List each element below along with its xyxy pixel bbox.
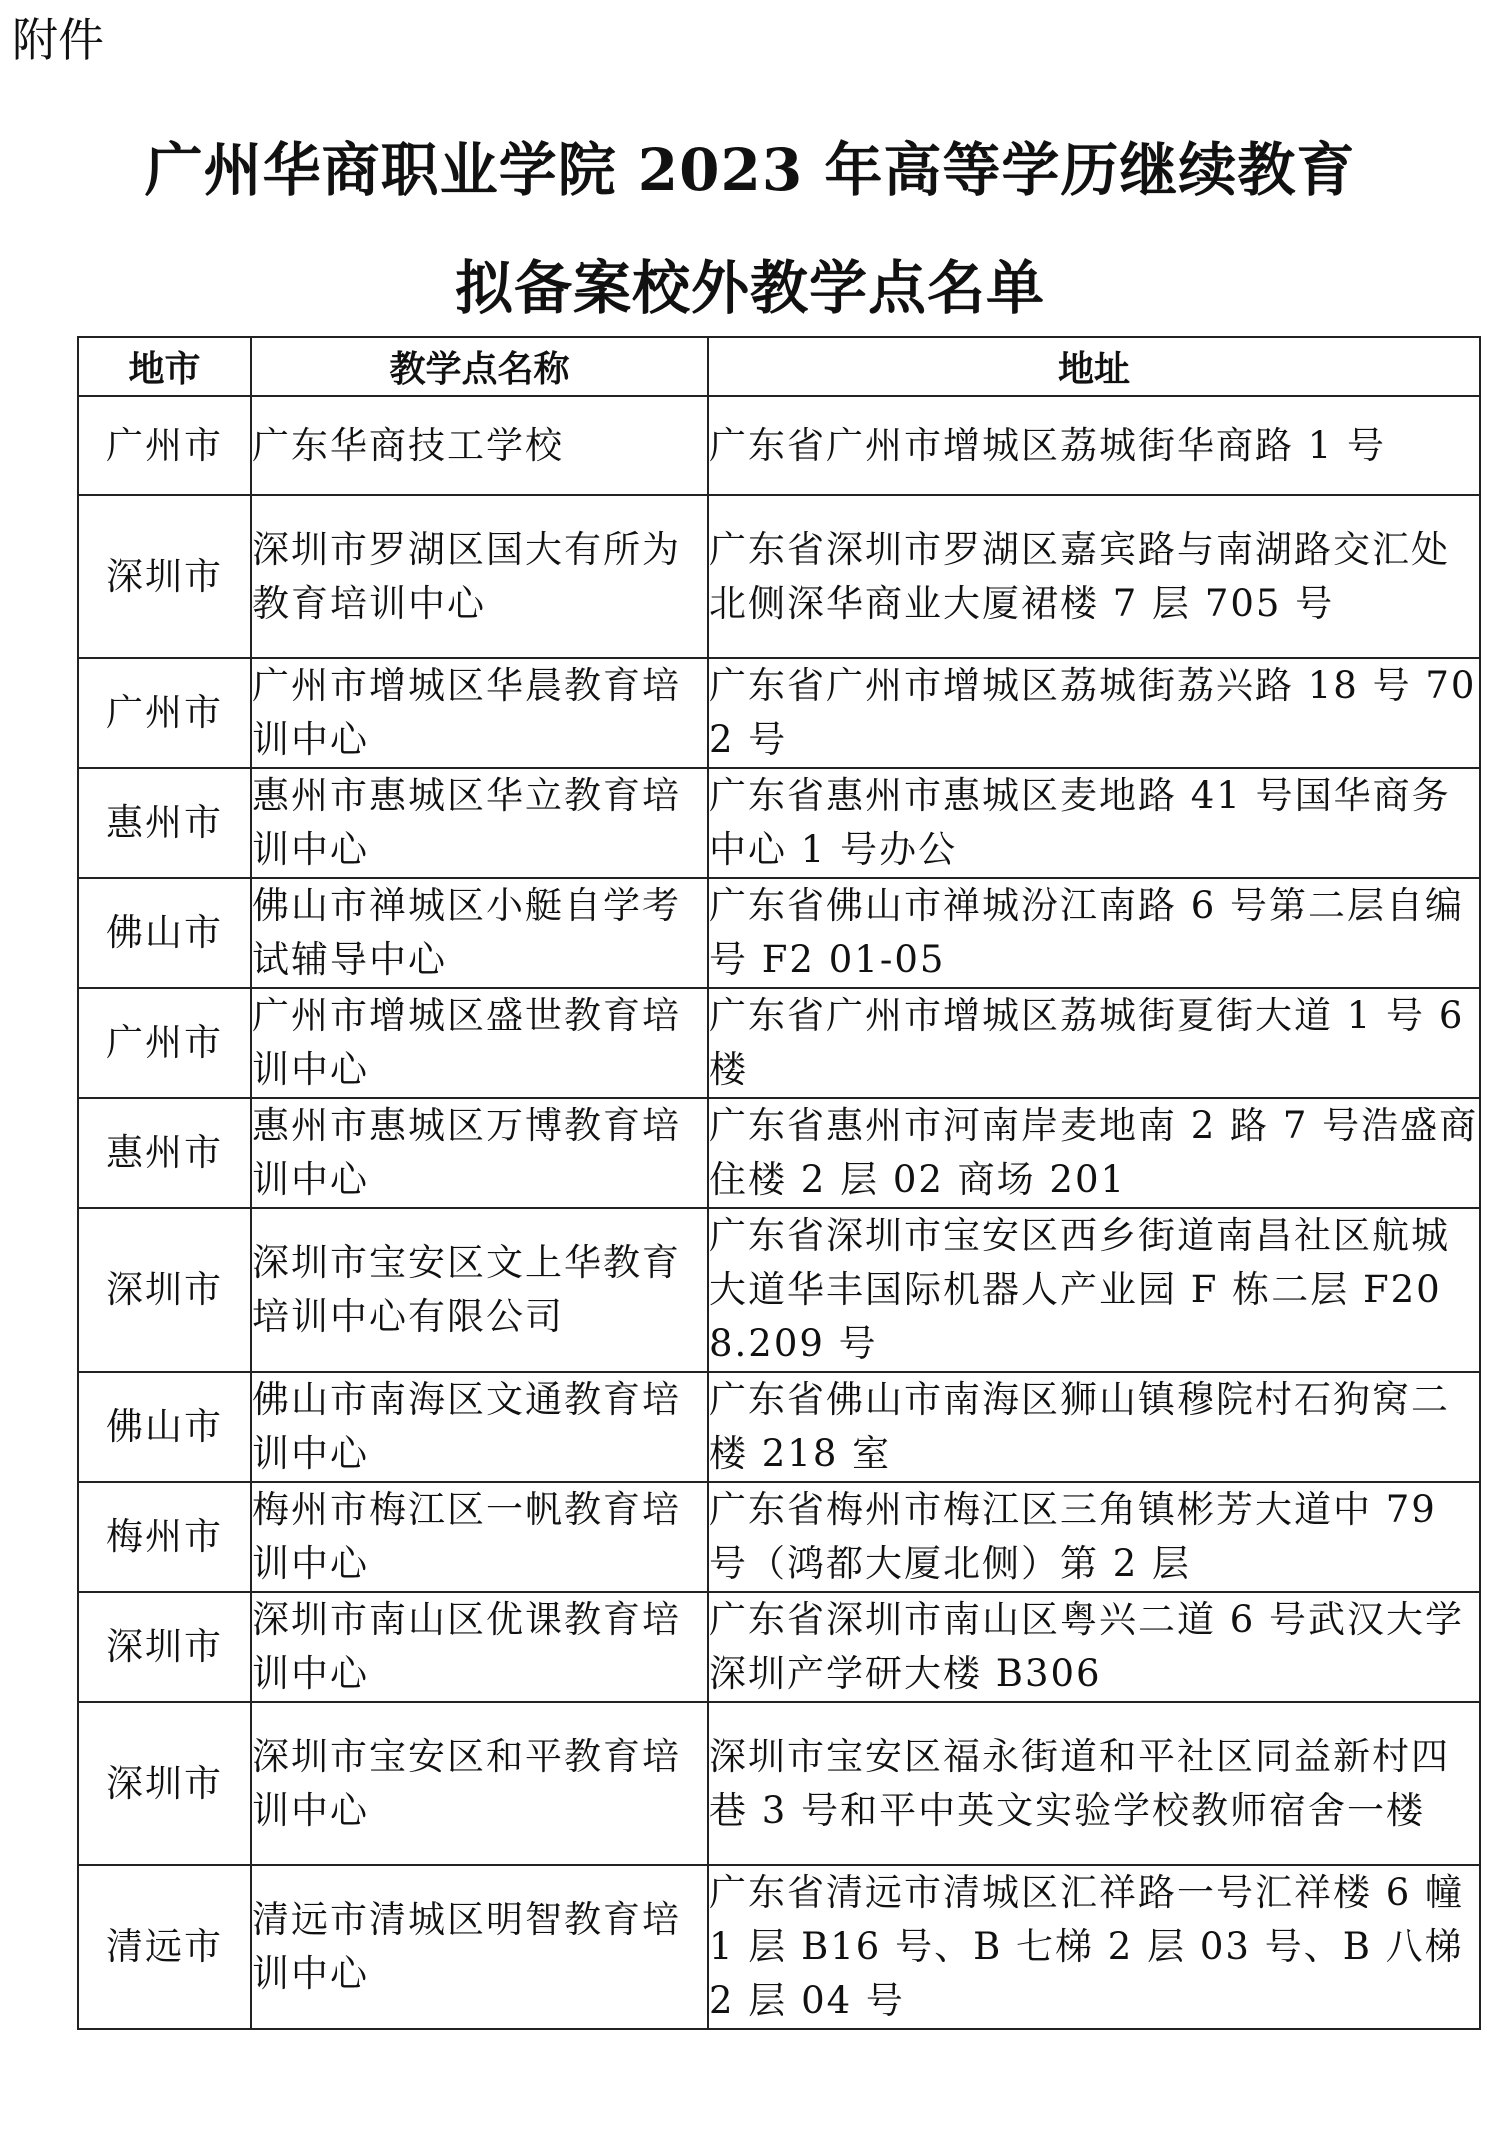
cell-site-name: 广州市增城区盛世教育培训中心 xyxy=(251,988,708,1098)
document-subtitle: 拟备案校外教学点名单 xyxy=(454,254,1045,322)
table-row xyxy=(78,1865,1480,2029)
column-header-site-name: 教学点名称 xyxy=(251,337,708,396)
cell-address: 广东省深圳市罗湖区嘉宾路与南湖路交汇处北侧深华商业大厦裙楼 7 层 705 号 xyxy=(708,495,1480,658)
cell-city: 深圳市 xyxy=(78,1592,251,1702)
cell-city: 广州市 xyxy=(78,396,251,495)
cell-city: 佛山市 xyxy=(78,878,251,988)
document-title: 广州华商职业学院 2023 年高等学历继续教育 xyxy=(144,136,1356,204)
table-row xyxy=(78,768,1480,878)
cell-site-name: 梅州市梅江区一帆教育培训中心 xyxy=(251,1482,708,1592)
table-row xyxy=(78,1098,1480,1208)
table-row xyxy=(78,1702,1480,1865)
table-row xyxy=(78,658,1480,768)
cell-address: 广东省惠州市惠城区麦地路 41 号国华商务中心 1 号办公 xyxy=(708,768,1480,878)
cell-address: 广东省广州市增城区荔城街华商路 1 号 xyxy=(708,396,1480,495)
cell-city: 佛山市 xyxy=(78,1372,251,1482)
cell-address: 广东省深圳市南山区粤兴二道 6 号武汉大学深圳产学研大楼 B306 xyxy=(708,1592,1480,1702)
cell-city: 清远市 xyxy=(78,1865,251,2029)
cell-site-name: 深圳市宝安区和平教育培训中心 xyxy=(251,1702,708,1865)
table-row xyxy=(78,1208,1480,1372)
cell-address: 广东省清远市清城区汇祥路一号汇祥楼 6 幢 1 层 B16 号、B 七梯 2 层 03 号、B 八梯 2 层 04 号 xyxy=(708,1865,1480,2029)
cell-city: 梅州市 xyxy=(78,1482,251,1592)
cell-city: 深圳市 xyxy=(78,495,251,658)
cell-city: 惠州市 xyxy=(78,768,251,878)
cell-site-name: 佛山市禅城区小艇自学考试辅导中心 xyxy=(251,878,708,988)
cell-site-name: 深圳市南山区优课教育培训中心 xyxy=(251,1592,708,1702)
cell-city: 广州市 xyxy=(78,658,251,768)
cell-site-name: 惠州市惠城区华立教育培训中心 xyxy=(251,768,708,878)
cell-city: 惠州市 xyxy=(78,1098,251,1208)
table-row xyxy=(78,878,1480,988)
cell-site-name: 惠州市惠城区万博教育培训中心 xyxy=(251,1098,708,1208)
column-header-city: 地市 xyxy=(78,337,251,396)
cell-address: 广东省佛山市南海区狮山镇穆院村石狗窝二楼 218 室 xyxy=(708,1372,1480,1482)
cell-site-name: 清远市清城区明智教育培训中心 xyxy=(251,1865,708,2029)
teaching-sites-table xyxy=(77,336,1481,2030)
cell-address: 广东省深圳市宝安区西乡街道南昌社区航城大道华丰国际机器人产业园 F 栋二层 F208.209 号 xyxy=(708,1208,1480,1372)
cell-address: 广东省梅州市梅江区三角镇彬芳大道中 79 号（鸿都大厦北侧）第 2 层 xyxy=(708,1482,1480,1592)
column-header-address: 地址 xyxy=(708,337,1480,396)
cell-city: 广州市 xyxy=(78,988,251,1098)
table-row xyxy=(78,1372,1480,1482)
table-row xyxy=(78,495,1480,658)
cell-city: 深圳市 xyxy=(78,1208,251,1372)
table-row xyxy=(78,1592,1480,1702)
cell-site-name: 深圳市罗湖区国大有所为教育培训中心 xyxy=(251,495,708,658)
cell-city: 深圳市 xyxy=(78,1702,251,1865)
table-row xyxy=(78,1482,1480,1592)
cell-site-name: 广东华商技工学校 xyxy=(251,396,708,495)
cell-site-name: 深圳市宝安区文上华教育培训中心有限公司 xyxy=(251,1208,708,1372)
cell-address: 广东省佛山市禅城汾江南路 6 号第二层自编号 F2 01-05 xyxy=(708,878,1480,988)
table-row xyxy=(78,988,1480,1098)
cell-site-name: 佛山市南海区文通教育培训中心 xyxy=(251,1372,708,1482)
cell-address: 广东省惠州市河南岸麦地南 2 路 7 号浩盛商住楼 2 层 02 商场 201 xyxy=(708,1098,1480,1208)
table-header-row xyxy=(78,337,1480,396)
cell-address: 深圳市宝安区福永街道和平社区同益新村四巷 3 号和平中英文实验学校教师宿舍一楼 xyxy=(708,1702,1480,1865)
cell-address: 广东省广州市增城区荔城街荔兴路 18 号 702 号 xyxy=(708,658,1480,768)
cell-address: 广东省广州市增城区荔城街夏街大道 1 号 6 楼 xyxy=(708,988,1480,1098)
cell-site-name: 广州市增城区华晨教育培训中心 xyxy=(251,658,708,768)
table-row xyxy=(78,396,1480,495)
attachment-label: 附件 xyxy=(12,13,104,67)
